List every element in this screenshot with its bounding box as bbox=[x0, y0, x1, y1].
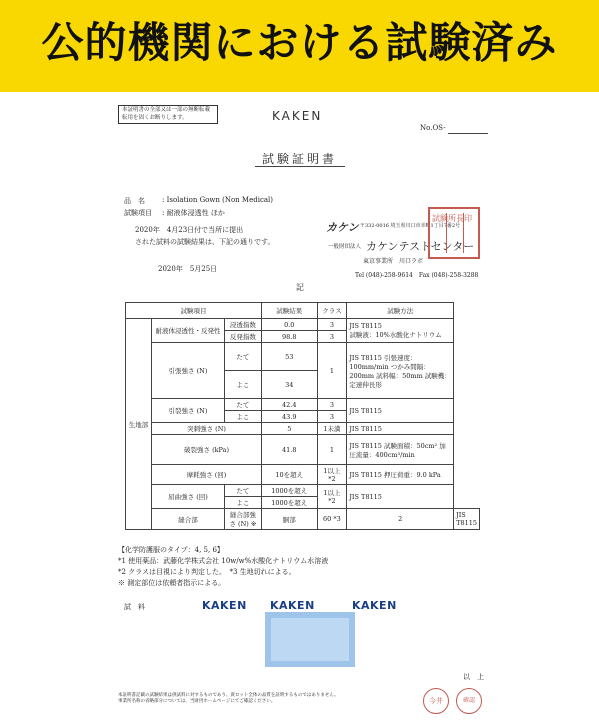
footer-line-2: 事業所名称の省略部分については、当財団ホームページにてご確認ください。 bbox=[118, 699, 276, 704]
issuer-tel: Tel (048)-258-9614 Fax (048)-258-3288 bbox=[355, 272, 479, 279]
row-item: 突刺強さ (N) bbox=[152, 423, 262, 435]
row-class: 3 bbox=[317, 399, 347, 411]
row-value: 42.4 bbox=[262, 399, 318, 411]
row-item: 耐液体浸透性・反発性 bbox=[152, 319, 225, 343]
intro-text bbox=[135, 224, 274, 248]
row-sub: よこ bbox=[224, 497, 261, 509]
table-row bbox=[126, 343, 480, 371]
row-value: 5 bbox=[262, 423, 318, 435]
row-sub: たて bbox=[224, 399, 261, 411]
document-number: No.OS- bbox=[420, 124, 446, 132]
reproduction-notice: 本証明書の全部又は一部の無断転載転用を固くお断りします。 bbox=[118, 105, 218, 124]
note-1: *1 使用薬品：武藤化学株式会社 10w/w%水酸化ナトリウム水溶液 bbox=[118, 557, 329, 565]
table-row bbox=[126, 399, 480, 411]
row-item: 縫合部強さ (N) ※ bbox=[224, 509, 261, 530]
promo-banner bbox=[0, 0, 599, 92]
certificate-title-underline bbox=[255, 166, 345, 167]
row-item: 引張強さ (N) bbox=[152, 343, 225, 399]
row-value: 98.8 bbox=[262, 331, 318, 343]
intro-line-1: 2020年 4月23日付で当所に提出 bbox=[135, 226, 244, 234]
header-method: 試験方法 bbox=[347, 303, 454, 319]
footer-line-1: 本証明書記載の試験結果は供試料に対するものであり、貴ロット全体の品質を証明するものではありません。 bbox=[118, 693, 339, 698]
row-method: JIS T8115 bbox=[347, 399, 454, 423]
method-line: JIS T8115 bbox=[349, 322, 382, 330]
row-method: JIS T8115 bbox=[347, 485, 454, 509]
seam-label: 縫合部 bbox=[152, 509, 225, 530]
issuer-org-type: 一般財団法人 bbox=[328, 244, 362, 250]
sample-brand-3: KAKEN bbox=[352, 599, 397, 612]
header-result: 試験結果 bbox=[262, 303, 318, 319]
confirm-stamp: 確認 bbox=[456, 688, 482, 714]
row-value: 0.0 bbox=[262, 319, 318, 331]
row-value: 1000を超え bbox=[262, 485, 318, 497]
protective-type: 【化学防護服のタイプ：4, 5, 6】 bbox=[118, 546, 224, 554]
row-method: JIS T8115 押圧荷重：9.0 kPa bbox=[347, 465, 454, 485]
row-method: JIS T8115 bbox=[347, 423, 454, 435]
row-value: 34 bbox=[262, 371, 318, 399]
kaken-logo: KAKEN bbox=[272, 109, 323, 123]
sample-brand-2: KAKEN bbox=[270, 599, 315, 612]
row-sub: たて bbox=[224, 485, 261, 497]
issuer-address: 〒332-0016 埼玉県川口市幸町1丁目7番2号 bbox=[360, 223, 461, 229]
row-class: 1 bbox=[317, 343, 347, 399]
row-value: 1000を超え bbox=[262, 497, 318, 509]
product-name: Isolation Gown (Non Medical) bbox=[166, 196, 274, 204]
product-label: 品 名 bbox=[124, 197, 145, 205]
header-test-item: 試験項目 bbox=[126, 303, 262, 319]
document-number-underline bbox=[448, 133, 488, 134]
sample-brand-1: KAKEN bbox=[202, 599, 247, 612]
imai-stamp: 今井 bbox=[423, 688, 449, 714]
product-value: : Isolation Gown (Non Medical) bbox=[162, 196, 274, 204]
certificate-title: 試験証明書 bbox=[261, 152, 337, 166]
row-sub: 浸透指数 bbox=[224, 319, 261, 331]
official-seal-text: 試験所長印 bbox=[432, 214, 472, 223]
test-items: 耐液体浸透性 ほか bbox=[166, 209, 225, 217]
intro-line-2: された試料の試験結果は、下記の通りです。 bbox=[135, 238, 275, 246]
row-class: 1未満 bbox=[317, 423, 347, 435]
results-table bbox=[125, 302, 480, 530]
table-row bbox=[126, 423, 480, 435]
closing-mark: 以 上 bbox=[463, 673, 484, 681]
row-class: 1以上 *2 bbox=[317, 465, 347, 485]
row-item: 摩耗強さ (回) bbox=[152, 465, 262, 485]
note-3: ※ 測定部位は依頼者指示による。 bbox=[118, 579, 226, 587]
row-method: JIS T8115 bbox=[454, 509, 480, 530]
row-method: JIS T8115 試験面積：50cm² 加圧流量：400cm³/min bbox=[347, 435, 454, 465]
row-method bbox=[347, 319, 454, 343]
row-value: 53 bbox=[262, 343, 318, 371]
row-value: 41.8 bbox=[262, 435, 318, 465]
row-class: 1 bbox=[317, 435, 347, 465]
row-method: JIS T8115 引張速度：100mm/min つかみ間隔：200mm 試料幅：50mm 試験機：定速伸長形 bbox=[347, 343, 454, 399]
row-sub: 反発指数 bbox=[224, 331, 261, 343]
kaken-katakana-logo: カケン bbox=[326, 221, 359, 234]
ki-label: 記 bbox=[296, 283, 304, 292]
row-value: 60 *3 bbox=[317, 509, 347, 530]
table-row bbox=[126, 465, 480, 485]
header-class: クラス bbox=[317, 303, 347, 319]
row-class: 3 bbox=[317, 319, 347, 331]
table-row bbox=[126, 509, 480, 530]
table-header-row bbox=[126, 303, 480, 319]
row-item: 屈曲強さ (回) bbox=[152, 485, 225, 509]
banner-title: 公的機関における試験済み bbox=[41, 18, 558, 67]
footer-notes bbox=[118, 693, 418, 705]
row-class: 1以上 *2 bbox=[317, 485, 347, 509]
notes bbox=[118, 545, 328, 589]
issuer-name: カケンテストセンター bbox=[366, 240, 475, 253]
row-item: 破裂強さ (kPa) bbox=[152, 435, 262, 465]
row-class: 3 bbox=[317, 411, 347, 423]
fabric-sample-swatch bbox=[265, 612, 355, 667]
row-item: 引裂強さ (N) bbox=[152, 399, 225, 423]
issue-date: 2020年 5月25日 bbox=[158, 265, 218, 273]
sample-label: 試 料 bbox=[124, 603, 145, 611]
row-value: 43.9 bbox=[262, 411, 318, 423]
issuer-office: 東京事業所 川口ラボ bbox=[363, 258, 424, 265]
method-line: 試験液：10%水酸化ナトリウム bbox=[349, 331, 442, 339]
row-sub: よこ bbox=[224, 411, 261, 423]
row-class: 3 bbox=[317, 331, 347, 343]
row-sub: 胴部 bbox=[262, 509, 318, 530]
row-value: 10を超え bbox=[262, 465, 318, 485]
note-2: *2 クラスは目視により判定した。 *3 生地切れによる。 bbox=[118, 568, 296, 576]
test-items-label: 試験項目 bbox=[124, 209, 152, 217]
table-row bbox=[126, 485, 480, 497]
row-sub: よこ bbox=[224, 371, 261, 399]
test-items-value: : 耐液体浸透性 ほか bbox=[162, 209, 225, 217]
table-row bbox=[126, 435, 480, 465]
main-fabric-label: 生地部 bbox=[126, 319, 152, 530]
row-class: 2 bbox=[347, 509, 454, 530]
row-sub: たて bbox=[224, 343, 261, 371]
table-row bbox=[126, 319, 480, 331]
